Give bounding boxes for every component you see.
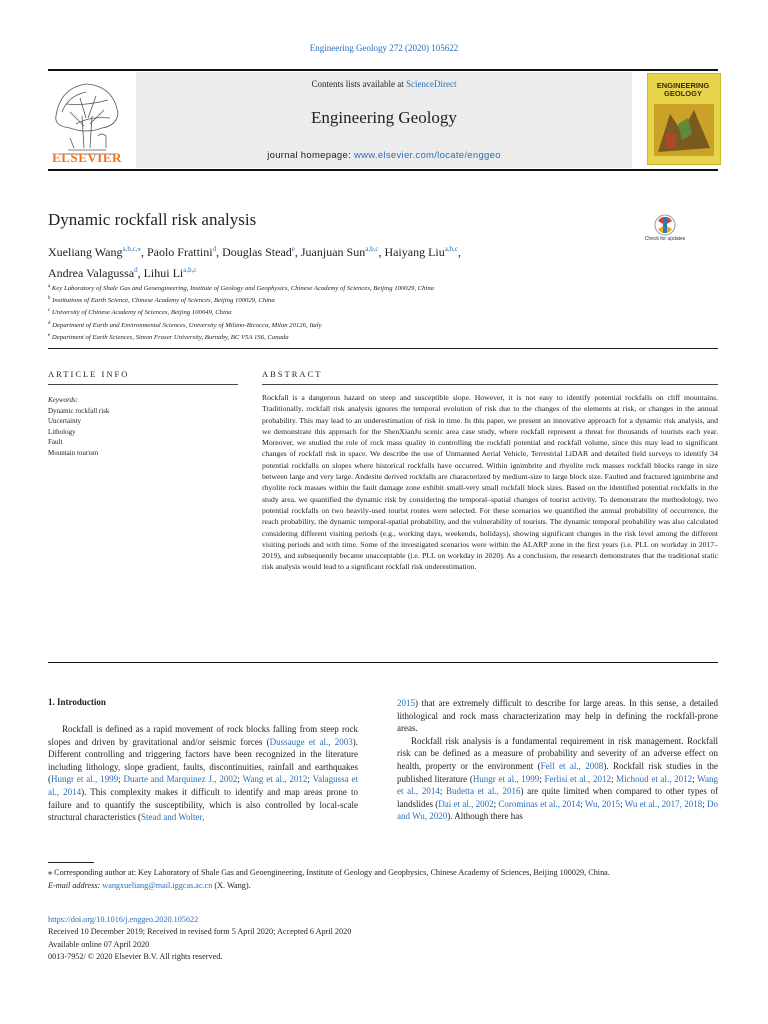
crossmark-label[interactable]: Check for updates — [644, 236, 686, 242]
citation-link[interactable]: Michoud et al., 2012 — [616, 773, 693, 784]
paragraph-text: Rockfall is defined as a rapid movement of rock blocks falling from steep rock slopes and driven by gravitational and/or seismic forces ( — [48, 724, 358, 747]
journal-homepage-link[interactable]: www.elsevier.com/locate/enggeo — [353, 150, 501, 161]
citation-link[interactable]: Valagussa et al., 2014 — [48, 774, 358, 797]
citation-link[interactable]: Duarte and Marquinez J., 2002 — [123, 774, 238, 785]
affiliation-text: Key Laboratory of Shale Gas and Geoengineering, Institute of Geology and Geophysics, Chinese Academy of Sciences, Beijing 100029, China — [51, 285, 435, 293]
affiliation-item — [48, 331, 718, 343]
author-affiliation-marker[interactable]: d — [212, 245, 217, 253]
paragraph-text: ). Although there has — [447, 811, 523, 822]
author-name[interactable]: Paolo Frattini — [146, 245, 213, 259]
received-dates: Received 10 December 2019; Received in revised form 5 April 2020; Accepted 6 April 2020 — [48, 927, 352, 937]
affiliation-key: a — [48, 284, 51, 289]
author-affiliation-marker[interactable]: a,b,c,⁎ — [122, 245, 141, 253]
paragraph-text: ; — [307, 774, 313, 785]
citation-link[interactable]: Fell et al., 2008 — [540, 760, 604, 771]
corresponding-author-note: ⁎ Corresponding author at: Key Laboratory of Shale Gas and Geoengineering, Institute of Geology and Geophysics, Chinese Academy of Sciences, Beijing 100029, China. — [48, 868, 610, 877]
author-affiliation-marker[interactable]: d — [134, 266, 138, 274]
author-name[interactable]: Xueliang Wang — [48, 245, 123, 259]
affiliation-key: d — [48, 320, 51, 326]
elsevier-wordmark: ELSEVIER — [52, 150, 122, 165]
paragraph-text: ; — [610, 773, 617, 784]
contents-prefix: Contents lists available at — [311, 79, 406, 89]
author-affiliation-marker[interactable]: a,b,c — [365, 245, 379, 253]
citation-link[interactable]: Wang et al., 2014 — [397, 773, 718, 797]
keywords-block — [48, 395, 238, 458]
doi-link[interactable]: https://doi.org/10.1016/j.enggeo.2020.105622 — [48, 915, 199, 924]
affiliation-text: University of Chinese Academy of Sciences, Beijing 100049, China — [51, 309, 232, 317]
paragraph-text: ; — [620, 798, 625, 809]
homepage-prefix: journal homepage: — [267, 150, 354, 161]
paragraph-text: ). Rockfall risk studies in the published literature ( — [397, 760, 718, 784]
affiliation-text: Department of Earth and Environmental Sciences, University of Milano-Bicocca, Milan 20126, Italy — [52, 321, 322, 329]
citation-link[interactable]: Stead and Wolter, — [140, 812, 205, 823]
article-info-rule — [48, 384, 238, 385]
author-name[interactable]: Andrea Valagussa — [48, 266, 135, 280]
header-top-rule — [48, 69, 718, 71]
author-name[interactable]: Douglas Stead — [222, 245, 292, 259]
affiliation-text: Department of Earth Sciences, Simon Fraser University, Burnaby, BC V5A 1S6, Canada — [51, 334, 289, 342]
affiliation-item — [48, 319, 718, 331]
journal-title: Engineering Geology — [311, 108, 457, 127]
article-info-heading: ARTICLE INFO — [48, 369, 130, 379]
citation-link[interactable]: Dai et al., 2002 — [438, 798, 494, 809]
available-online-date: Available online 07 April 2020 — [48, 939, 150, 949]
keywords-label: Keywords: — [48, 396, 79, 404]
footnote-rule — [48, 862, 94, 863]
intro-paragraph — [397, 735, 718, 823]
keyword-item: Uncertainty — [48, 417, 82, 425]
affiliation-key: b — [48, 296, 51, 302]
paragraph-text: ; — [702, 798, 707, 809]
citation-link[interactable]: Wu et al., 2017, 2018 — [624, 798, 703, 809]
header-bottom-rule — [48, 169, 718, 171]
author-name[interactable]: Lihui Li — [143, 266, 184, 280]
citation-link[interactable]: Ferlisi et al., 2012 — [544, 773, 611, 784]
keyword-item: Dynamic rockfall risk — [48, 406, 110, 415]
intro-paragraph-continued — [397, 697, 718, 735]
affiliation-divider — [48, 348, 718, 349]
citation-link[interactable]: Dussauge et al., 2003 — [269, 736, 353, 747]
paragraph-text: Rockfall risk analysis is a fundamental requirement in risk management. Rockfall risk can be defined as a measure of probability and severity of an adverse effect on health, property or the environment ( — [397, 735, 718, 771]
abstract-rule — [262, 384, 718, 385]
email-suffix: (X. Wang). — [212, 880, 251, 890]
keyword-item: Lithology — [48, 427, 76, 436]
paragraph-text: ; — [539, 773, 545, 784]
email-label: E-mail address: — [48, 880, 101, 890]
cover-title-line1: ENGINEERING — [656, 81, 710, 90]
paragraph-text: ; — [237, 774, 243, 785]
email-line — [48, 880, 718, 893]
keyword-item: Mountain tourism — [48, 448, 99, 457]
paragraph-text: ). This complexity makes it difficult to identify and map areas prone to failure and to quantify the susceptibility, which is also controlled by local-scale structural characteristics ( — [48, 786, 359, 823]
paragraph-text: ; — [580, 798, 585, 809]
paragraph-text: ). Different controlling and triggering factors have been recognized in the literature including lithology, slope gradient, faults, discontinuities, rainfall and earthquakes ( — [48, 736, 358, 785]
footnotes — [48, 867, 718, 892]
author-name[interactable]: Haiyang Liu — [384, 245, 445, 259]
contents-line — [136, 79, 632, 89]
author-affiliation-marker[interactable]: a,b,c — [444, 245, 458, 253]
citation-link[interactable]: Hungr et al., 1999 — [472, 773, 540, 784]
keyword-item: Fault — [48, 438, 63, 446]
citation-link[interactable]: Do and Wu, 2020 — [397, 798, 718, 822]
citation-link[interactable]: Wu, 2015 — [584, 798, 621, 809]
cover-title-line2: GEOLOGY — [664, 89, 702, 98]
abstract-heading: ABSTRACT — [262, 369, 323, 379]
paragraph-text: ; — [692, 773, 698, 784]
copyright-line: 0013-7952/ © 2020 Elsevier B.V. All rights reserved. — [48, 951, 223, 961]
cover-title — [648, 82, 718, 98]
journal-reference[interactable]: Engineering Geology 272 (2020) 105622 — [309, 43, 459, 53]
author-name[interactable]: Juanjuan Sun — [300, 245, 366, 259]
body-column-left — [48, 723, 358, 824]
author-affiliation-marker[interactable]: e — [291, 245, 295, 253]
paper-title: Dynamic rockfall risk analysis — [48, 210, 257, 229]
email-link[interactable]: wangxueliang@mail.iggcas.ac.cn — [102, 880, 213, 890]
intro-paragraph — [48, 723, 358, 824]
affiliation-item — [48, 282, 718, 294]
publication-info — [48, 914, 718, 963]
author-affiliation-marker[interactable]: a,b,c — [183, 266, 197, 274]
citation-link[interactable]: Hungr et al., 1999 — [51, 774, 119, 785]
citation-link[interactable]: 2015 — [397, 698, 415, 708]
author-list: Xueliang Wang$^{a,b,c,⁎}$, Paolo Frattini$^d$, Douglas Stead$^e$, Juanjuan Sun$^{a,b,c}$, Haiyang Liu$^{a,b,c}$, Andrea Valagussa$^d$, Lihui Li$^{a,b,c}$ — [48, 245, 461, 280]
body-column-right — [397, 697, 718, 823]
affiliation-text: Institutions of Earth Science, Chinese Academy of Sciences, Beijing 100029, China — [52, 297, 275, 305]
affiliation-key: e — [48, 332, 51, 338]
affiliation-item — [48, 294, 718, 306]
affiliation-item — [48, 306, 718, 318]
abstract-text: Rockfall is a dangerous hazard on steep and susceptible slope. However, it is not easy to identify potential rockfalls on cliff mountains. Traditionally, rockfall risk analysis ignores the temporal evolution of risk due to the changes of the elements at risk, or changes in the annual probability. This may lead to an underestimation of risk in time. In this paper, we present an innovative approach for a dynamic risk analysis, and we demonstrate this approach for the ShenXianJu scenic area case study, where rockfall represent a threat for thousands of tourists each year. Moreover, we studied the role of rock mass quality in controlling the rockfall potential and rockfall volume, since this may lead to significant changes of rockfall risk in space. We describe the use of Unmanned Aerial Vehicle, Terrestrial LiDAR and detailed field surveys to identify 34 potential rockfalls on slopes where historical rockfalls have occurred. Within ignimbrite and rhyolite rock masses rockfall blocks range in size between large and very large. Andesite derived rockfalls are characterized by medium-size to large block size. Faulted and fractured ignimbrite and rhyolite rock masses within the fault damage zone exhibit small-very small rockfall block sizes. Based on the identified potential rockfalls in the study area, we quantified the dynamic risk by considering the temporal–spatial changes of tourist activity. To demonstrate the methodology, two potential rockfalls on two heavily-used tourist routes were selected. For these scenarios we quantified the annual probability of occurrence, the reach probability, the dynamic temporal-spatial probability, and the vulnerability of tourists. The dynamic temporal probability was also calculated considering different visiting periods (e.g., working days, weekends, holidays), showing significant changes in the risk level among the different visiting periods and with time. Some of the investigated scenarios were within the ALARP zone in the first years (i.e. PLL on workday in 2017–2019), and subsequently became unacceptable (i.e. PLL on workday in 2020). As a conclusion, the research demonstrates that the traditional static risk analysis would lead to a significant rockfall risk underestimation. — [262, 393, 718, 572]
citation-link[interactable]: Corominas et al., 2014 — [498, 798, 581, 809]
paragraph-text: ; — [493, 798, 499, 809]
paragraph-text: ; — [439, 786, 447, 797]
citation-link[interactable]: Budetta et al., 2016 — [446, 786, 521, 797]
paragraph-text: ; — [118, 774, 124, 785]
affiliation-list — [48, 282, 718, 343]
paragraph-text: ) that are extremely difficult to describe for large areas. In this sense, a detailed lithological and rock mass characterization may help in defining the rockfall-prone areas. — [397, 698, 718, 734]
sciencedirect-link[interactable]: ScienceDirect — [406, 79, 457, 89]
citation-link[interactable]: Wang et al., 2012 — [242, 774, 308, 785]
journal-homepage-line — [136, 150, 632, 161]
paragraph-text: ) are quite limited when compared to other types of landslides ( — [397, 786, 718, 809]
crossmark-icon[interactable] — [646, 213, 684, 253]
affiliation-key: c — [48, 308, 51, 314]
abstract-bottom-rule — [48, 662, 718, 663]
section-heading-introduction: 1. Introduction — [48, 697, 106, 707]
